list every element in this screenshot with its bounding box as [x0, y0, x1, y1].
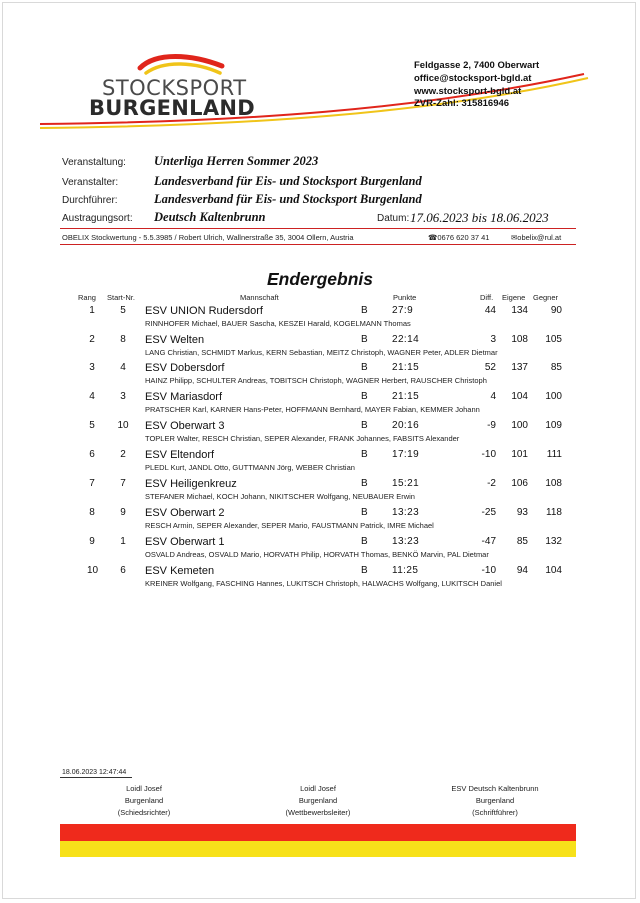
software-phone: ☎0676 620 37 41 — [428, 233, 490, 242]
difference: 44 — [484, 305, 496, 316]
own-points: 85 — [516, 536, 528, 547]
label-veranstalter: Veranstalter: — [62, 177, 119, 188]
group: B — [361, 334, 368, 345]
col-eigene: Eigene — [502, 293, 526, 302]
value-durchfuehrer: Landesverband für Eis- und Stocksport Burgenland — [154, 192, 422, 206]
team-name: ESV Oberwart 2 — [145, 507, 225, 519]
own-points: 134 — [511, 305, 528, 316]
rank: 9 — [89, 536, 95, 547]
opponent-points: 90 — [550, 305, 562, 316]
rank: 4 — [89, 391, 95, 402]
team-name: ESV UNION Rudersdorf — [145, 305, 263, 317]
opponent-points: 118 — [546, 507, 562, 518]
address-email: office@stocksport-bgld.at — [414, 73, 532, 84]
start-number: 7 — [120, 478, 126, 489]
own-points: 104 — [511, 391, 528, 402]
flag-bar-red — [60, 824, 576, 841]
col-punkte: Punkte — [393, 293, 417, 302]
players: LANG Christian, SCHMIDT Markus, KERN Sebastian, MEITZ Christoph, WAGNER Peter, ADLER Dietmar — [145, 348, 498, 357]
rank: 3 — [89, 362, 95, 373]
opponent-points: 111 — [546, 449, 562, 460]
points: 22:14 — [392, 334, 420, 345]
difference: 52 — [484, 362, 496, 373]
team-name: ESV Mariasdorf — [145, 391, 223, 403]
address-web: www.stocksport-bgld.at — [414, 86, 522, 97]
table-row — [0, 478, 640, 507]
software-line: OBELIX Stockwertung - 5.5.3985 / Robert Ulrich, Wallnerstraße 35, 3004 Ollern, Austria — [62, 233, 354, 242]
col-team: Mannschaft — [240, 293, 279, 302]
table-row — [0, 362, 640, 391]
start-number: 8 — [120, 334, 126, 345]
flag-bar-yellow — [60, 841, 576, 857]
signature-name: Loidl Josef — [300, 784, 336, 793]
own-points: 100 — [511, 420, 528, 431]
own-points: 93 — [516, 507, 528, 518]
signature-wettbewerbsleiter — [258, 783, 378, 819]
points: 27:9 — [392, 305, 414, 316]
group: B — [361, 565, 368, 576]
group: B — [361, 420, 368, 431]
signature-org: Burgenland — [124, 796, 164, 805]
own-points: 108 — [511, 334, 528, 345]
logo-text-top: STOCKSPORT — [102, 76, 247, 100]
page-title: Endergebnis — [267, 269, 373, 289]
logo-swoosh-icon — [136, 48, 226, 78]
players: STEFANER Michael, KOCH Johann, NIKITSCHER Wolfgang, NEUBAUER Erwin — [145, 492, 415, 501]
table-row — [0, 449, 640, 478]
value-austragungsort: Deutsch Kaltenbrunn — [154, 210, 266, 224]
col-diff: Diff. — [480, 293, 494, 302]
players: KREINER Wolfgang, FASCHING Hannes, LUKITSCH Christoph, HALWACHS Wolfgang, LUKITSCH Daniel — [145, 579, 502, 588]
rank: 8 — [89, 507, 95, 518]
team-name: ESV Heiligenkreuz — [145, 478, 237, 490]
table-row — [0, 305, 640, 334]
table-row — [0, 420, 640, 449]
signature-org: Burgenland — [298, 796, 338, 805]
label-veranstaltung: Veranstaltung: — [62, 157, 126, 168]
opponent-points: 104 — [545, 565, 562, 576]
team-name: ESV Oberwart 3 — [145, 420, 225, 432]
start-number: 1 — [120, 536, 126, 547]
software-email: ✉obelix@rul.at — [511, 233, 562, 242]
rank: 2 — [89, 334, 95, 345]
difference: 4 — [490, 391, 496, 402]
group: B — [361, 391, 368, 402]
points: 20:16 — [392, 420, 420, 431]
rank: 1 — [89, 305, 95, 316]
difference: -2 — [487, 478, 496, 489]
players: PRATSCHER Karl, KARNER Hans-Peter, HOFFMANN Bernhard, MAYER Fabian, KEMMER Johann — [145, 405, 480, 414]
team-name: ESV Eltendorf — [145, 449, 215, 461]
own-points: 101 — [511, 449, 528, 460]
start-number: 10 — [117, 420, 129, 431]
address-zvr: ZVR-Zahl: 315816946 — [414, 98, 510, 109]
start-number: 2 — [120, 449, 126, 460]
label-austragungsort: Austragungsort: — [62, 213, 133, 224]
players: RESCH Armin, SEPER Alexander, SEPER Mario, FAUSTMANN Patrick, IMRE Michael — [145, 521, 434, 530]
difference: 3 — [490, 334, 496, 345]
own-points: 137 — [511, 362, 528, 373]
points: 11:25 — [392, 565, 419, 576]
rank: 10 — [87, 565, 99, 576]
value-veranstalter: Landesverband für Eis- und Stocksport Burgenland — [154, 174, 422, 188]
logo-text-bottom: BURGENLAND — [89, 96, 256, 120]
group: B — [361, 478, 368, 489]
signature-name: ESV Deutsch Kaltenbrunn — [451, 784, 539, 793]
signature-role: (Wettbewerbsleiter) — [285, 808, 351, 817]
opponent-points: 108 — [545, 478, 562, 489]
table-row — [0, 565, 640, 594]
own-points: 94 — [516, 565, 528, 576]
value-datum: 17.06.2023 bis 18.06.2023 — [410, 210, 549, 225]
points: 13:23 — [392, 536, 420, 547]
opponent-points: 109 — [545, 420, 562, 431]
players: HAINZ Philipp, SCHULTER Andreas, TOBITSCH Christoph, WAGNER Herbert, RAUSCHER Christoph — [145, 376, 487, 385]
difference: -9 — [487, 420, 496, 431]
signature-role: (Schriftführer) — [472, 808, 518, 817]
address-street: Feldgasse 2, 7400 Oberwart — [414, 60, 540, 71]
team-name: ESV Oberwart 1 — [145, 536, 225, 548]
start-number: 5 — [120, 305, 126, 316]
players: PLEDL Kurt, JANDL Otto, GUTTMANN Jörg, WEBER Christian — [145, 463, 355, 472]
group: B — [361, 362, 368, 373]
signature-name: Loidl Josef — [126, 784, 162, 793]
players: OSVALD Andreas, OSVALD Mario, HORVATH Philip, HORVATH Thomas, BENKÖ Marvin, PAL Dietmar — [145, 550, 489, 559]
players: RINNHOFER Michael, BAUER Sascha, KESZEI Harald, KOGELMANN Thomas — [145, 319, 411, 328]
col-rang: Rang — [78, 293, 96, 302]
rank: 5 — [89, 420, 95, 431]
col-start: Start-Nr. — [107, 293, 135, 302]
difference: -25 — [481, 507, 496, 518]
signature-schiedsrichter — [84, 783, 204, 819]
team-name: ESV Kemeten — [145, 565, 215, 577]
own-points: 106 — [511, 478, 528, 489]
start-number: 9 — [120, 507, 126, 518]
group: B — [361, 305, 368, 316]
label-durchfuehrer: Durchführer: — [62, 195, 118, 206]
difference: -10 — [481, 565, 496, 576]
rank: 7 — [89, 478, 95, 489]
difference: -47 — [481, 536, 496, 547]
points: 21:15 — [392, 391, 420, 402]
signature-org: Burgenland — [475, 796, 515, 805]
table-row — [0, 334, 640, 363]
opponent-points: 132 — [545, 536, 562, 547]
opponent-points: 105 — [545, 334, 562, 345]
points: 21:15 — [392, 362, 420, 373]
team-name: ESV Welten — [145, 334, 205, 346]
value-veranstaltung: Unterliga Herren Sommer 2023 — [154, 154, 319, 168]
divider-software — [60, 244, 576, 245]
opponent-points: 100 — [545, 391, 562, 402]
start-number: 6 — [120, 565, 126, 576]
group: B — [361, 536, 368, 547]
difference: -10 — [481, 449, 496, 460]
label-datum: Datum: — [377, 213, 410, 224]
table-row — [0, 507, 640, 536]
divider-top — [60, 228, 576, 229]
team-name: ESV Dobersdorf — [145, 362, 225, 374]
timestamp: 18.06.2023 12:47:44 — [62, 769, 127, 776]
points: 17:19 — [392, 449, 420, 460]
rank: 6 — [89, 449, 95, 460]
signature-role: (Schiedsrichter) — [117, 808, 171, 817]
group: B — [361, 507, 368, 518]
players: TOPLER Walter, RESCH Christian, SEPER Alexander, FRANK Johannes, FABSITS Alexander — [145, 434, 460, 443]
points: 13:23 — [392, 507, 420, 518]
start-number: 4 — [120, 362, 126, 373]
group: B — [361, 449, 368, 460]
points: 15:21 — [392, 478, 420, 489]
start-number: 3 — [120, 391, 126, 402]
timestamp-underline — [60, 777, 132, 778]
col-gegner: Gegner — [533, 293, 559, 302]
table-row — [0, 391, 640, 420]
signature-schriftfuehrer — [420, 783, 570, 819]
table-row — [0, 536, 640, 565]
opponent-points: 85 — [550, 362, 562, 373]
